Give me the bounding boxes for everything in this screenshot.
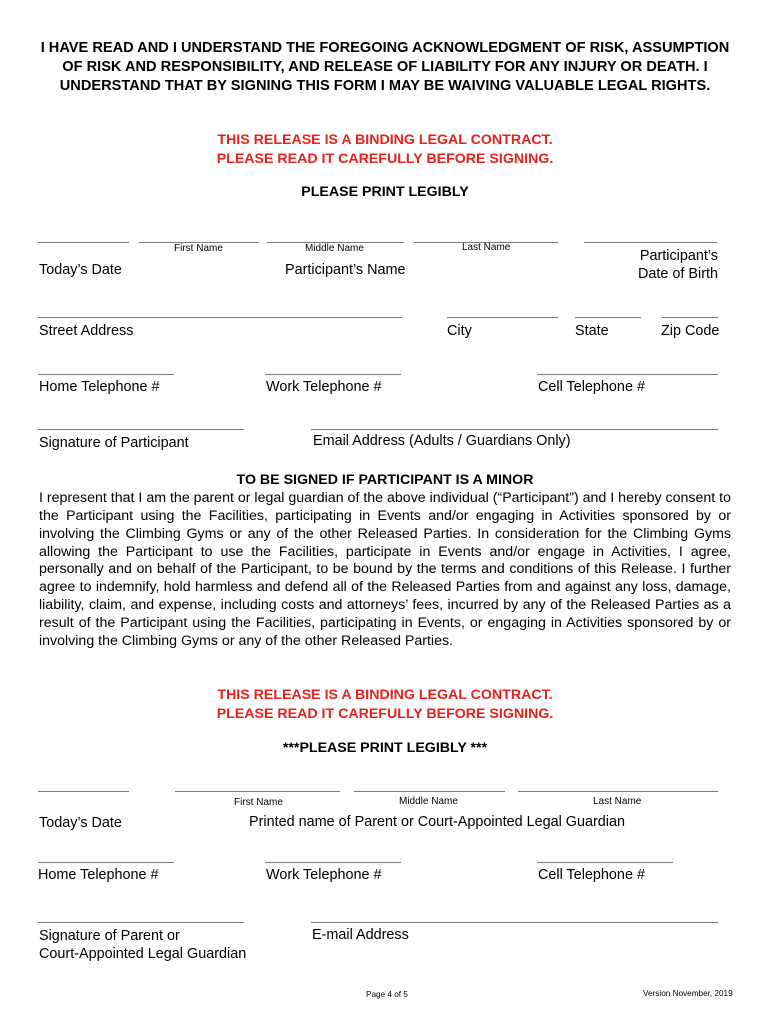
email-address-label: Email Address (Adults / Guardians Only) — [313, 433, 571, 449]
warning-line-1: THIS RELEASE IS A BINDING LEGAL CONTRACT. — [217, 687, 553, 703]
cell-telephone-label: Cell Telephone # — [538, 379, 645, 395]
guardian-signature-label — [39, 927, 246, 963]
participant-name-label: Participant’s Name — [285, 262, 406, 278]
city-line[interactable] — [447, 317, 558, 318]
guardian-printed-name-label: Printed name of Parent or Court-Appointed Legal Guardian — [249, 814, 625, 830]
date-of-birth-label — [600, 247, 718, 283]
cell-telephone-line[interactable] — [537, 374, 718, 375]
page-number: Page 4 of 5 — [366, 990, 408, 999]
binding-contract-warning-2 — [38, 686, 732, 723]
guardian-home-telephone-line[interactable] — [38, 862, 174, 863]
guardian-last-name-caption: Last Name — [593, 796, 642, 807]
work-telephone-label: Work Telephone # — [266, 379, 382, 395]
guardian-email-line[interactable] — [311, 922, 718, 923]
guardian-signature-line[interactable] — [38, 922, 244, 923]
guardian-signature-label-line-1: Signature of Parent or — [39, 928, 180, 944]
dob-label-line-2: Date of Birth — [638, 266, 718, 282]
home-telephone-line[interactable] — [38, 374, 174, 375]
guardian-work-telephone-label: Work Telephone # — [266, 867, 382, 883]
first-name-caption: First Name — [174, 243, 223, 254]
guardian-last-name-line[interactable] — [518, 791, 718, 792]
guardian-first-name-line[interactable] — [175, 791, 340, 792]
guardian-signature-label-line-2: Court-Appointed Legal Guardian — [39, 946, 247, 962]
guardian-todays-date-label: Today’s Date — [39, 815, 122, 831]
middle-name-caption: Middle Name — [305, 243, 364, 254]
street-address-line[interactable] — [38, 317, 402, 318]
guardian-cell-telephone-label: Cell Telephone # — [538, 867, 645, 883]
last-name-caption: Last Name — [462, 242, 511, 253]
date-of-birth-line[interactable] — [584, 242, 717, 243]
guardian-home-telephone-label: Home Telephone # — [38, 867, 159, 883]
binding-contract-warning — [38, 131, 732, 168]
todays-date-label: Today’s Date — [39, 262, 122, 278]
state-label: State — [575, 323, 609, 339]
city-label: City — [447, 323, 472, 339]
dob-label-line-1: Participant’s — [639, 248, 718, 264]
warning-line-2: PLEASE READ IT CAREFULLY BEFORE SIGNING. — [216, 150, 554, 167]
guardian-cell-telephone-line[interactable] — [537, 862, 673, 863]
work-telephone-line[interactable] — [265, 374, 401, 375]
minor-section-heading: TO BE SIGNED IF PARTICIPANT IS A MINOR — [236, 472, 534, 488]
zip-code-line[interactable] — [662, 317, 718, 318]
warning-line-1: THIS RELEASE IS A BINDING LEGAL CONTRACT. — [217, 132, 553, 148]
guardian-first-name-caption: First Name — [234, 797, 283, 808]
home-telephone-label: Home Telephone # — [39, 379, 160, 395]
guardian-todays-date-line[interactable] — [38, 791, 129, 792]
guardian-email-label: E-mail Address — [312, 927, 409, 943]
print-legibly-heading: PLEASE PRINT LEGIBLY — [301, 184, 469, 200]
warning-line-2: PLEASE READ IT CAREFULLY BEFORE SIGNING. — [216, 705, 554, 722]
todays-date-line[interactable] — [38, 242, 129, 243]
participant-signature-line[interactable] — [38, 429, 244, 430]
participant-signature-label: Signature of Participant — [39, 435, 189, 451]
zip-code-label: Zip Code — [661, 323, 720, 339]
acknowledgment-text: I HAVE READ AND I UNDERSTAND THE FOREGOING ACKNOWLEDGMENT OF RISK, ASSUMPTION OF RISK AND RESPONSIBILITY, AND RELEASE OF LIABILITY FOR ANY INJURY OR DEATH. I UNDERSTAND THAT BY SIGNING THIS FORM I MAY BE WAIVING VALUABLE LEGAL RIGHTS. — [40, 40, 730, 95]
email-address-line[interactable] — [311, 429, 718, 430]
guardian-consent-paragraph: I represent that I am the parent or legal guardian of the above individual (“Participant”) and I hereby consent to the Participant using the Facilities, participating in Events and/or engaging in Activities sponsored by or involving the Climbing Gyms or any of the other Released Parties. In consideration for the Climbing Gyms allowing the Participant to use the Facilities, participate in Events and/or engage in Activities, I agree, personally and on behalf of the Participant, to be bound by the terms and conditions of this Release. I further agree to indemnify, hold harmless and defend all of the Released Parties from and against any loss, damage, liability, claim, and expense, including costs and attorneys’ fees, incurred by any of the Released Parties as a result of the Participant using the Facilities, participating in Events, or engaging in Activities sponsored by or involving the Climbing Gyms or any of the other Released Parties. — [39, 490, 731, 649]
street-address-label: Street Address — [39, 323, 134, 339]
version-date: Version November, 2019 — [643, 989, 733, 998]
guardian-work-telephone-line[interactable] — [265, 862, 401, 863]
print-legibly-heading-2: ***PLEASE PRINT LEGIBLY *** — [282, 740, 488, 756]
guardian-middle-name-line[interactable] — [354, 791, 505, 792]
guardian-middle-name-caption: Middle Name — [399, 796, 458, 807]
state-line[interactable] — [575, 317, 641, 318]
